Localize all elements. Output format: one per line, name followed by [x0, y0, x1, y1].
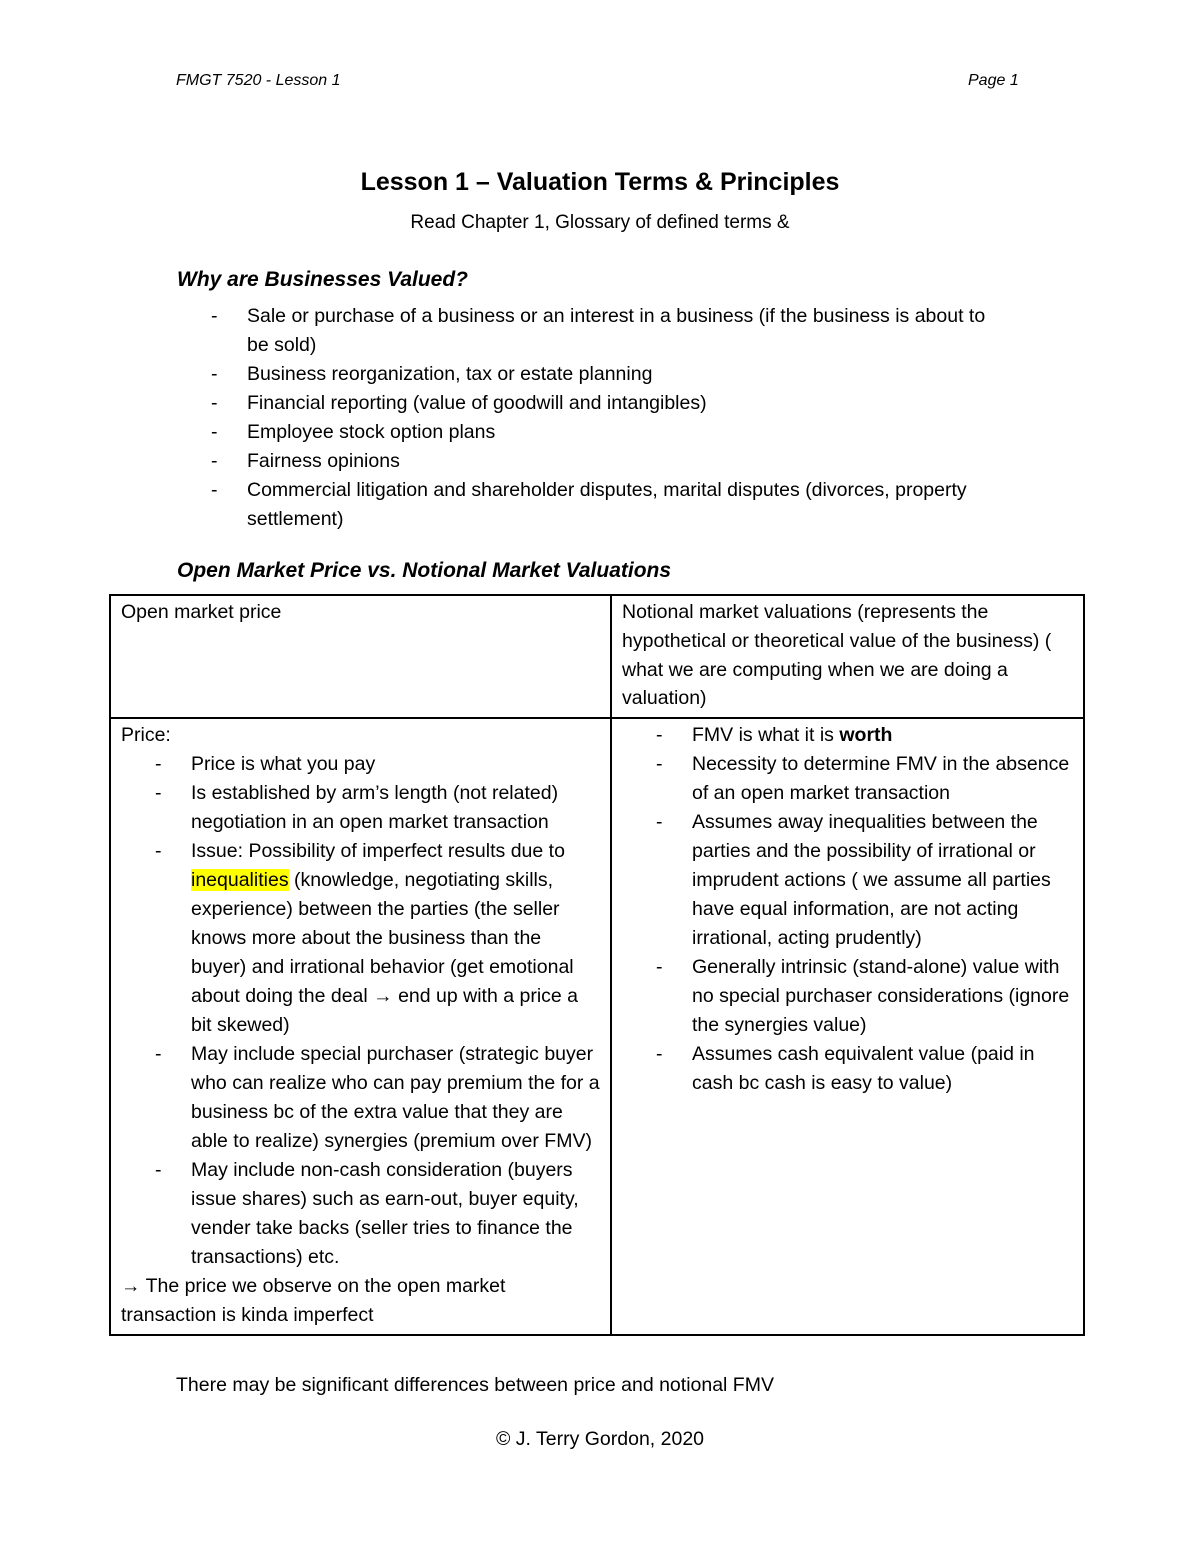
- copyright-notice: © J. Terry Gordon, 2020: [495, 1428, 705, 1450]
- dash-bullet: -: [211, 450, 218, 472]
- dash-bullet: -: [155, 1158, 162, 1181]
- open-market-cell: [110, 718, 611, 1334]
- open-market-header-cell: Open market price: [110, 595, 611, 718]
- dash-bullet: -: [211, 392, 218, 414]
- list-item: - Sale or purchase of a business or an interest in a business (if the business is about to be sold): [177, 302, 997, 360]
- dash-bullet: -: [155, 781, 162, 804]
- why-valued-heading: Why are Businesses Valued?: [177, 268, 468, 291]
- list-item: - Assumes away inequalities between the parties and the possibility of irrational or imprudent actions ( we assume all parties have equal information, are not acting irrational, acting prudently): [622, 808, 1073, 953]
- dash-bullet: -: [211, 479, 218, 501]
- list-item: - Is established by arm’s length (not related) negotiation in an open market transaction: [121, 779, 600, 837]
- notional-header-cell: Notional market valuations (represents the hypothetical or theoretical value of the business) ( what we are computing when we are doing a valuation): [611, 595, 1084, 718]
- list-item: - Issue: Possibility of imperfect results due to inequalities (knowledge, negotiating skills, experience) between the parties (the seller knows more about the business than the buyer) and irrational behavior (get emotional about doing the deal → end up with a price a bit skewed): [121, 837, 600, 1040]
- highlighted-term: inequalities: [191, 868, 289, 891]
- list-item: - Fairness opinions: [177, 447, 997, 476]
- open-market-list: [121, 750, 600, 1272]
- list-item: - Necessity to determine FMV in the absence of an open market transaction: [622, 750, 1073, 808]
- list-item: - Assumes cash equivalent value (paid in cash bc cash is easy to value): [622, 1040, 1073, 1098]
- list-item: - Generally intrinsic (stand-alone) value with no special purchaser considerations (ignore the synergies value): [622, 953, 1073, 1040]
- open-market-conclusion: → The price we observe on the open market transaction is kinda imperfect: [121, 1274, 506, 1326]
- list-item: - Commercial litigation and shareholder disputes, marital disputes (divorces, property settlement): [177, 476, 997, 534]
- list-item: - Business reorganization, tax or estate planning: [177, 360, 997, 389]
- running-header-page: Page 1: [968, 72, 1019, 89]
- why-valued-list: [177, 302, 997, 534]
- dash-bullet: -: [155, 752, 162, 775]
- page-subtitle: Read Chapter 1, Glossary of defined terms &: [410, 212, 790, 233]
- list-item: - May include special purchaser (strategic buyer who can realize who can pay premium the for a business bc of the extra value that they are able to realize) synergies (premium over FMV): [121, 1040, 600, 1156]
- list-item: - Financial reporting (value of goodwill and intangibles): [177, 389, 997, 418]
- list-item: - FMV is what it is worth: [622, 721, 1073, 750]
- dash-bullet: -: [656, 956, 663, 979]
- table-row: [110, 718, 1084, 1334]
- emphasis-worth: worth: [839, 724, 893, 747]
- notional-cell: [611, 718, 1084, 1334]
- list-item: - Employee stock option plans: [177, 418, 997, 447]
- closing-statement: There may be significant differences between price and notional FMV: [176, 1374, 774, 1396]
- dash-bullet: -: [656, 753, 663, 776]
- dash-bullet: -: [656, 811, 663, 834]
- price-label: Price:: [121, 724, 171, 747]
- list-item: - May include non-cash consideration (buyers issue shares) such as earn-out, buyer equity, vender take backs (seller tries to finance the transactions) etc.: [121, 1156, 600, 1272]
- dash-bullet: -: [155, 1042, 162, 1065]
- comparison-table: [109, 594, 1085, 1336]
- dash-bullet: -: [211, 363, 218, 385]
- table-header-row: [110, 595, 1084, 718]
- running-header-course: FMGT 7520 - Lesson 1: [176, 72, 341, 89]
- dash-bullet: -: [211, 421, 218, 443]
- list-item: - Price is what you pay: [121, 750, 600, 779]
- dash-bullet: -: [656, 724, 663, 747]
- notional-list: [622, 721, 1073, 1098]
- dash-bullet: -: [155, 839, 162, 862]
- dash-bullet: -: [211, 305, 218, 327]
- market-comparison-heading: Open Market Price vs. Notional Market Valuations: [177, 559, 672, 582]
- page-title: Lesson 1 – Valuation Terms & Principles: [360, 168, 840, 196]
- dash-bullet: -: [656, 1043, 663, 1066]
